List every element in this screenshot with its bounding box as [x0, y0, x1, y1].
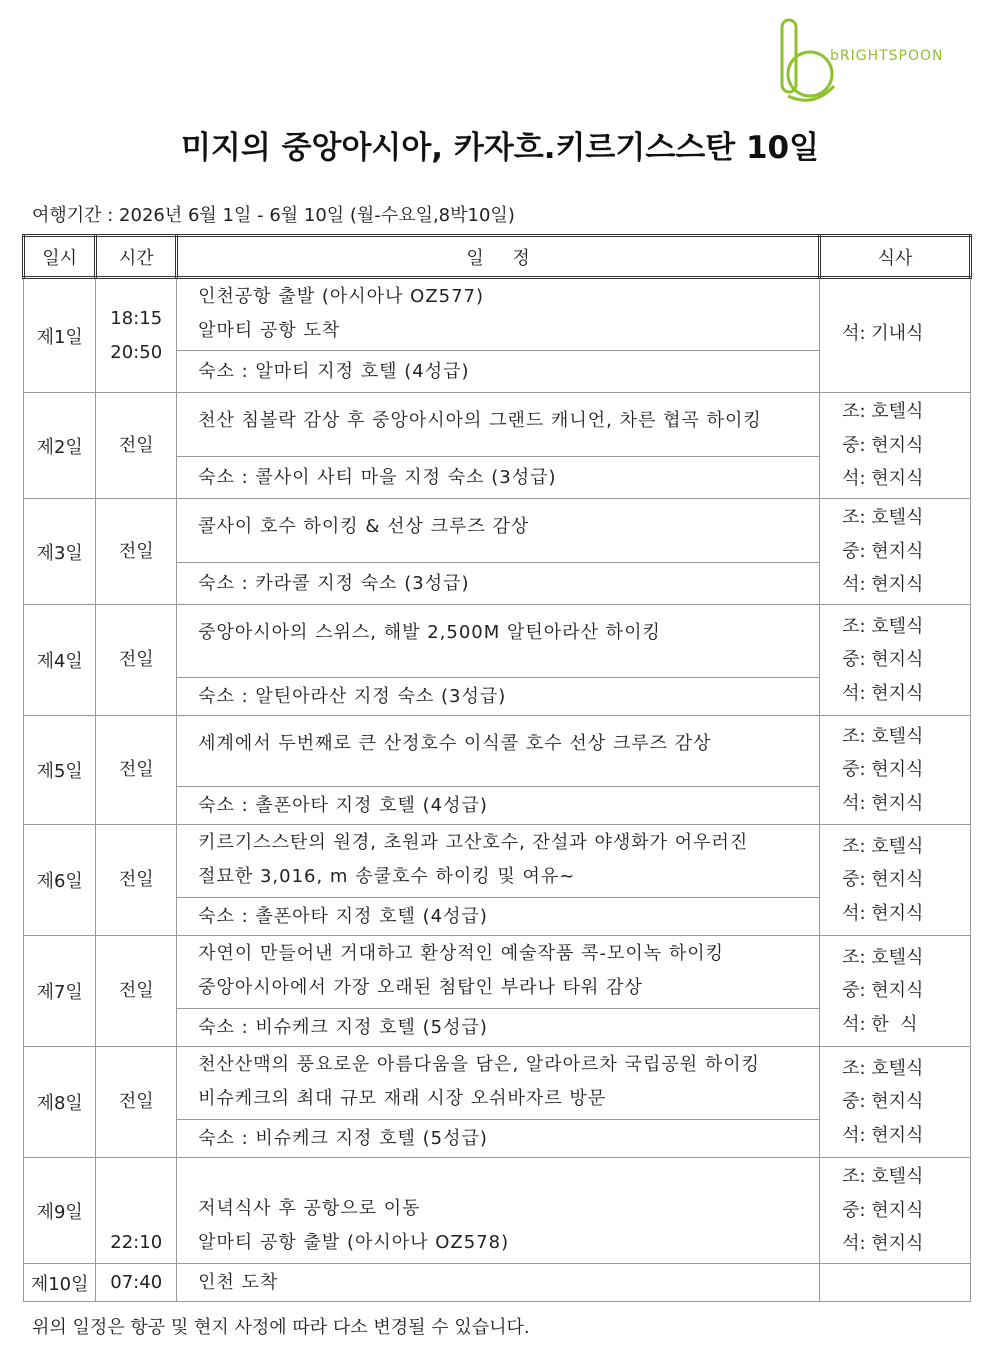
day-cell: 제10일	[24, 1264, 96, 1302]
stay-cell	[177, 787, 820, 825]
meal-line: 조: 호텔식	[842, 507, 924, 529]
meal-line: 조: 호텔식	[842, 1057, 924, 1079]
schedule-cell	[177, 499, 820, 563]
time-cell	[96, 1264, 177, 1302]
schedule-line: 인천 도착	[198, 1271, 279, 1293]
schedule-line: 인천공항 출발 (아시아나 OZ577)	[198, 286, 485, 307]
day-row	[24, 278, 971, 351]
meal-line: 중: 현지식	[842, 649, 924, 671]
meal-cell	[820, 1264, 971, 1302]
stay-cell	[177, 457, 820, 499]
day-cell: 제4일	[24, 605, 96, 716]
itinerary-table	[22, 234, 972, 1302]
schedule-line: 중앙아시아의 스위스, 해발 2,500M 알틴아라산 하이킹	[198, 622, 661, 643]
header-schedule: 일 정	[177, 236, 820, 278]
schedule-cell	[177, 716, 820, 787]
meal-line: 석: 현지식	[842, 682, 924, 704]
schedule-cell	[177, 1264, 820, 1302]
time-value: 전일	[118, 540, 154, 562]
meal-line: 중: 현지식	[842, 759, 924, 781]
time-value: 22:10	[110, 1232, 163, 1253]
day-cell: 제3일	[24, 499, 96, 605]
meal-line: 석: 현지식	[842, 792, 924, 814]
meal-cell	[820, 499, 971, 605]
schedule-cell	[177, 1158, 820, 1264]
schedule-line: 자연이 만들어낸 거대하고 환상적인 예술작품 콕-모이녹 하이킹	[198, 943, 724, 964]
day-row	[24, 499, 971, 563]
schedule-line: 절묘한 3,016, m 송쿨호수 하이킹 및 여유~	[198, 866, 576, 887]
time-value: 18:15	[110, 307, 163, 329]
day-row	[24, 1264, 971, 1302]
header-meal: 식사	[820, 236, 971, 278]
stay-line: 숙소 : 비슈케크 지정 호텔 (5성급)	[198, 1016, 488, 1038]
meal-cell	[820, 278, 971, 393]
meal-line: 중: 현지식	[842, 1091, 924, 1113]
meal-line: 조: 호텔식	[842, 835, 924, 857]
day-row	[24, 1047, 971, 1120]
meal-line: 조: 호텔식	[842, 615, 924, 637]
stay-line: 숙소 : 카라콜 지정 숙소 (3성급)	[198, 572, 470, 594]
stay-line: 숙소 : 촐폰아타 지정 호텔 (4성급)	[198, 794, 488, 816]
schedule-line: 비슈케크의 최대 규모 재래 시장 오쉬바자르 방문	[198, 1088, 607, 1109]
time-cell	[96, 605, 177, 716]
day-cell: 제9일	[24, 1158, 96, 1264]
day-cell: 제7일	[24, 936, 96, 1047]
day-row	[24, 825, 971, 898]
schedule-line: 키르기스스탄의 원경, 초원과 고산호수, 잔설과 야생화가 어우러진	[198, 832, 749, 853]
time-cell	[96, 278, 177, 393]
schedule-line: 저녁식사 후 공항으로 이동	[198, 1198, 421, 1219]
meal-line: 조: 호텔식	[842, 725, 924, 747]
meal-line: 석: 현지식	[842, 902, 924, 924]
schedule-cell	[177, 278, 820, 351]
meal-line: 중: 현지식	[842, 1199, 924, 1221]
meal-line: 석: 한 식	[842, 1013, 918, 1035]
brand-name: bRIGHTSPOON	[830, 48, 944, 64]
time-cell	[96, 393, 177, 499]
meal-cell	[820, 1047, 971, 1158]
schedule-line: 콜사이 호수 하이킹 & 선상 크루즈 감상	[198, 516, 530, 537]
meal-cell	[820, 716, 971, 825]
time-value: 전일	[118, 759, 154, 780]
day-cell: 제8일	[24, 1047, 96, 1158]
time-value: 전일	[118, 434, 154, 456]
stay-line: 숙소 : 알마티 지정 호텔 (4성급)	[198, 360, 470, 382]
meal-cell	[820, 1158, 971, 1264]
schedule-line: 천산산맥의 풍요로운 아름다움을 담은, 알라아르차 국립공원 하이킹	[198, 1054, 760, 1075]
meal-line: 조: 호텔식	[842, 946, 924, 968]
meal-cell	[820, 825, 971, 936]
stay-cell	[177, 563, 820, 605]
schedule-line: 중앙아시아에서 가장 오래된 첨탑인 부라나 타워 감상	[198, 977, 643, 998]
stay-cell	[177, 1120, 820, 1158]
meal-line: 중: 현지식	[842, 869, 924, 891]
meal-line: 조: 호텔식	[842, 1166, 924, 1188]
time-cell	[96, 716, 177, 825]
meal-line: 조: 호텔식	[842, 401, 924, 423]
stay-cell	[177, 898, 820, 936]
meal-cell	[820, 605, 971, 716]
schedule-line: 천산 침볼락 감상 후 중앙아시아의 그랜드 캐니언, 차른 협곡 하이킹	[198, 410, 762, 431]
stay-line: 숙소 : 콜사이 사티 마을 지정 숙소 (3성급)	[198, 466, 557, 488]
time-value: 전일	[118, 980, 154, 1001]
schedule-line: 알마티 공항 도착	[198, 320, 341, 341]
time-value: 20:50	[110, 341, 163, 363]
time-cell	[96, 936, 177, 1047]
day-row	[24, 393, 971, 457]
meal-cell	[820, 936, 971, 1047]
day-cell: 제2일	[24, 393, 96, 499]
header-time: 시간	[96, 236, 177, 278]
day-row	[24, 1158, 971, 1264]
meal-line: 석: 기내식	[842, 323, 924, 344]
header-day: 일시	[24, 236, 96, 278]
day-row	[24, 716, 971, 787]
header-row	[24, 236, 971, 278]
day-row	[24, 936, 971, 1009]
stay-cell	[177, 1009, 820, 1047]
day-cell: 제5일	[24, 716, 96, 825]
schedule-line: 세계에서 두번째로 큰 산정호수 이식콜 호수 선상 크루즈 감상	[198, 733, 712, 754]
schedule-cell	[177, 825, 820, 898]
meal-line: 중: 현지식	[842, 980, 924, 1002]
stay-line: 숙소 : 촐폰아타 지정 호텔 (4성급)	[198, 905, 488, 927]
schedule-line: 알마티 공항 출발 (아시아나 OZ578)	[198, 1232, 510, 1253]
day-row	[24, 605, 971, 678]
meal-cell	[820, 393, 971, 499]
time-value: 07:40	[110, 1271, 163, 1293]
schedule-cell	[177, 1047, 820, 1120]
schedule-cell	[177, 605, 820, 678]
meal-line: 석: 현지식	[842, 1233, 924, 1255]
page-title: 미지의 중앙아시아, 카자흐.키르기스스탄 10일	[180, 130, 820, 166]
time-cell	[96, 1047, 177, 1158]
time-value: 전일	[118, 649, 154, 670]
time-value: 전일	[118, 869, 154, 890]
stay-cell	[177, 678, 820, 716]
meal-line: 석: 현지식	[842, 574, 924, 596]
stay-cell	[177, 351, 820, 393]
meal-line: 중: 현지식	[842, 434, 924, 456]
time-cell	[96, 499, 177, 605]
schedule-cell	[177, 393, 820, 457]
time-cell	[96, 825, 177, 936]
meal-line: 석: 현지식	[842, 1124, 924, 1146]
time-value: 전일	[118, 1091, 154, 1112]
day-cell: 제1일	[24, 278, 96, 393]
meal-line: 중: 현지식	[842, 540, 924, 562]
travel-period: 여행기간 : 2026년 6월 1일 - 6월 10일 (월-수요일,8박10일)	[32, 205, 515, 226]
time-cell	[96, 1158, 177, 1264]
day-cell: 제6일	[24, 825, 96, 936]
stay-line: 숙소 : 알틴아라산 지정 숙소 (3성급)	[198, 685, 507, 707]
meal-line: 석: 현지식	[842, 468, 924, 490]
footer-note: 위의 일정은 항공 및 현지 사정에 따라 다소 변경될 수 있습니다.	[32, 1317, 530, 1338]
schedule-cell	[177, 936, 820, 1009]
stay-line: 숙소 : 비슈케크 지정 호텔 (5성급)	[198, 1127, 488, 1149]
